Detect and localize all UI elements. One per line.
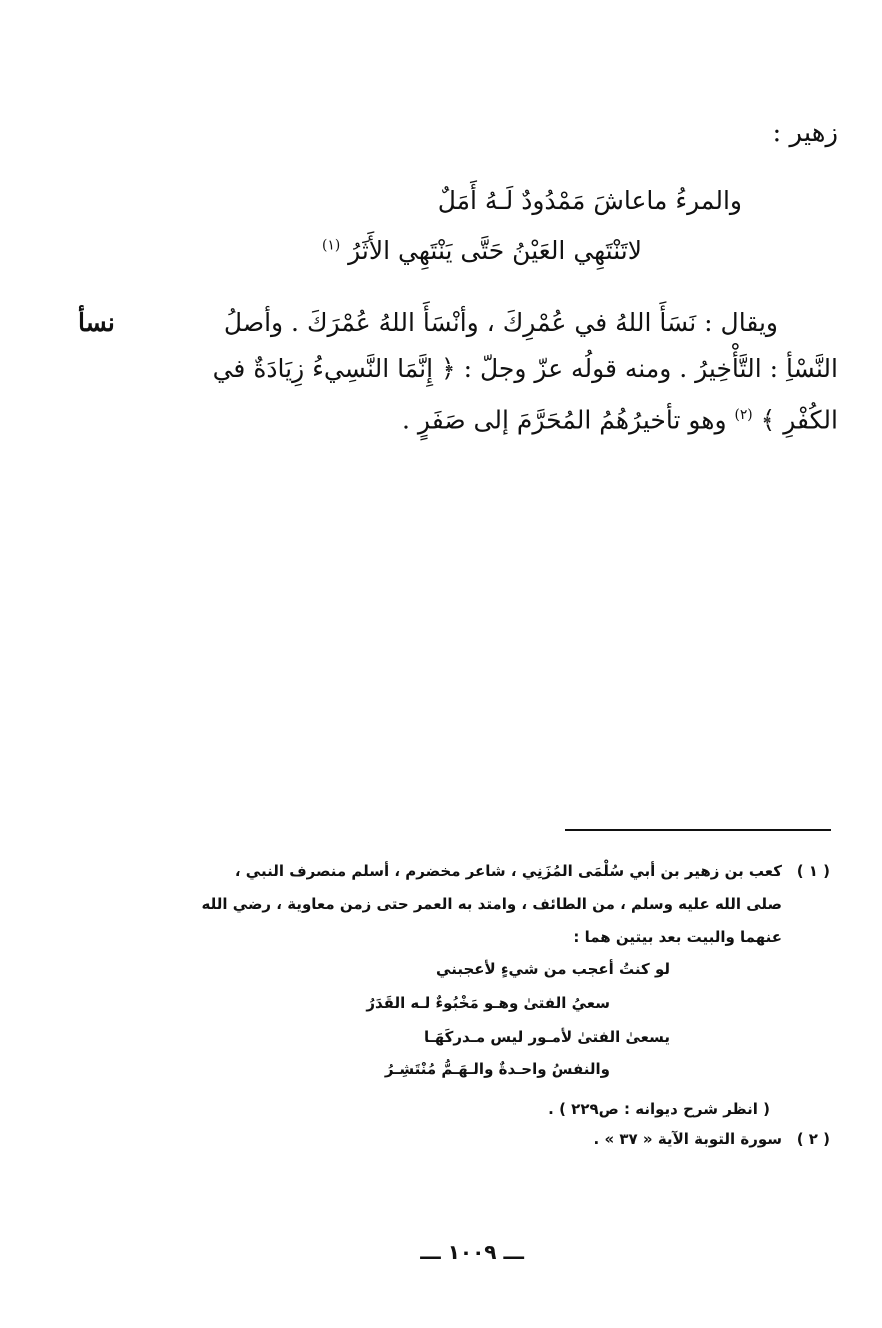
quran-quote-end: الكُفْرِ ﴾ bbox=[760, 405, 838, 435]
footnote-separator bbox=[565, 829, 831, 831]
footnote-verse-1a: لو كنتُ أعجب من شيءٍ لأعجبني bbox=[436, 960, 670, 978]
poet-label: زهير : bbox=[772, 118, 838, 148]
footnote-1-source: ( انظر شرح ديوانه : ص٢٢٩ ) . bbox=[548, 1100, 770, 1118]
footnote-2-text: سورة التوبة الآية « ٣٧ » . bbox=[593, 1130, 782, 1148]
verse-line-2 bbox=[322, 236, 642, 265]
paragraph-line-3 bbox=[78, 392, 838, 443]
footnote-ref-1: (١) bbox=[322, 237, 341, 254]
verse-line-1: والمرءُ ماعاشَ مَمْدُودٌ لَـهُ أَمَلٌ bbox=[437, 186, 742, 215]
footnote-1-line-2: صلى الله عليه وسلم ، من الطائف ، وامتد به العمر حتى زمن معاوية ، رضي الله bbox=[201, 895, 782, 913]
main-paragraph bbox=[78, 300, 838, 443]
footnote-2-marker: ( ٢ ) bbox=[796, 1130, 830, 1148]
footnote-1-line-1: كعب بن زهير بن أبي سُلْمَى المُزَنِي ، شاعر مخضرم ، أسلم منصرف النبي ، bbox=[234, 862, 782, 880]
headword: نسأ bbox=[78, 308, 115, 337]
footnote-verse-1b: سعيُ الفتىٰ وهـو مَخْبُوءٌ لـه القَدَرُ bbox=[366, 994, 610, 1012]
page-number: ـــ ١٠٠٩ ـــ bbox=[420, 1240, 524, 1264]
footnote-1-marker: ( ١ ) bbox=[796, 862, 830, 880]
footnote-ref-2: (٢) bbox=[734, 407, 753, 423]
paragraph-line-1 bbox=[78, 300, 838, 346]
footnote-1-line-3: عنهما والبيت بعد بيتين هما : bbox=[573, 928, 782, 946]
verse-line-2-text: لاتَنْتَهِي العَيْنُ حَتَّى يَنْتَهِي الأَثَرُ bbox=[348, 236, 642, 265]
paragraph-line-2: النَّسْأِ : التَّأْخِيرُ . ومنه قولُه عزّ وجلّ : ﴿ إِنَّمَا النَّسِيءُ زِيَادَةٌ في bbox=[212, 354, 838, 383]
paragraph-line-3-text: وهو تأخيرُهُمُ المُحَرَّمَ إلى صَفَرٍ . bbox=[402, 405, 727, 435]
paragraph-line-1-text: ويقال : نَسَأَ اللهُ في عُمْرِكَ ، وأنْسَأَ اللهُ عُمْرَكَ . وأصلُ bbox=[223, 308, 778, 337]
footnote-verse-2a: يسعىٰ الفتىٰ لأمـور ليس مـدركَهَـا bbox=[424, 1028, 670, 1046]
footnote-verse-2b: والنفسُ واحـدةٌ والـهَـمُّ مُنْتَشِـرُ bbox=[384, 1060, 610, 1078]
